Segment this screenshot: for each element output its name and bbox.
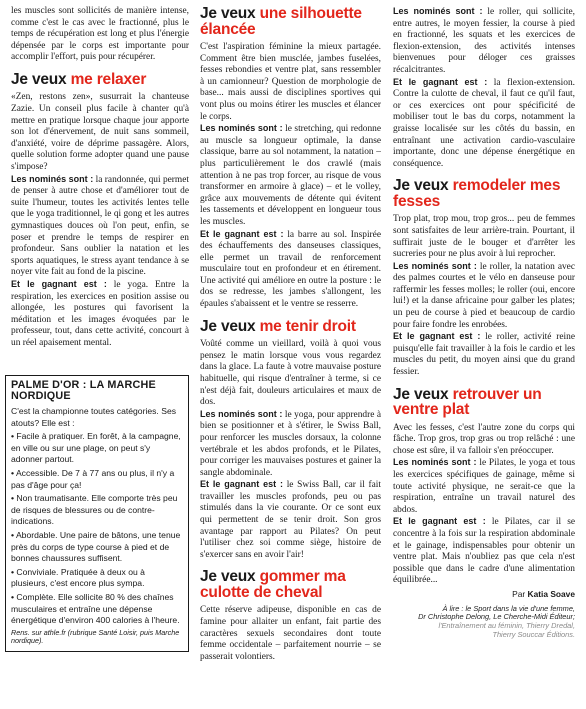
box-item-text: Conviviale. Pratiquée à deux ou à plusieurs, c'est encore plus sympa. (11, 566, 145, 589)
silhouette-intro: C'est l'aspiration féminine la mieux partagée. Comment être bien musclée, jambes fuselées, fesses rebondies et ventre plat, sans ressembler à un camionneur? Question de morphologie de base... mais aussi de disciplines sportives qui vont plus ou moins étirer les muscles et élancer le corps. (200, 42, 381, 122)
winner-text: le yoga. Entre la respiration, les exercices en position assise ou allongée, les postures qui favorisent la méditation et les images évoquées par le professeur, tout, dans cette activité, concourt à un réel apaisement mental. (11, 279, 190, 348)
silhouette-nominees (200, 123, 381, 228)
heading-accent: remodeler mes fesses (393, 177, 561, 210)
footnote-line: l'Entraînement au féminin, Thierry Dredal, (438, 621, 575, 631)
author-name: Katia Soave (527, 588, 575, 599)
heading-prefix: Je veux (200, 568, 260, 586)
winner-label: Et le gagnant est : (393, 331, 481, 342)
box-item (11, 592, 183, 627)
nominees-text: le yoga, pour apprendre à bien se positionner et à s'étirer, le Swiss Ball, pour renforcer les muscles dorsaux, la colonne vertébrale et les abdos profonds, et le Pilates, pour corriger les mauvaises postures et gainer la sangle abdominale. (200, 409, 382, 478)
winner-text: le Swiss Ball, car il fait travailler les muscles profonds, peu ou pas stimulés dans la vie courante. Or ce sont eux qui permettent de se tenir droit. Son gros avantage par rapport au Pilates? On peut l'utiliser chez soi comme siège, histoire de s'exercer sans en avoir l'air! (200, 480, 382, 560)
box-item-text: Complète. Elle sollicite 80 % des chaînes musculaires et entraîne une dépense énergétique d'environ 400 calories à l'heure. (11, 591, 180, 626)
ventre-winner (393, 516, 575, 587)
box-item-text: Facile à pratiquer. En forêt, à la campagne, en ville ou sur une plage, on peut s'y adonner partout. (11, 431, 181, 465)
heading-accent: retrouver un ventre plat (393, 385, 542, 419)
nominees-label: Les nominés sont : (393, 457, 477, 468)
nominees-label: Les nominés sont : (200, 408, 283, 419)
winner-label: Et le gagnant est : (200, 228, 284, 239)
intro-paragraph: les muscles sont sollicités de manière intense, comme c'est le cas avec le fractionné, plus le temps de récupération est long et plus l'énergie dépensée par le corps est importante pour accomplir l'effort, puis pour récupérer. (11, 6, 189, 63)
heading-ventre-plat (393, 387, 575, 418)
author-signature (393, 589, 575, 601)
bullet-icon: • (11, 431, 15, 442)
winner-text: le Pilates, car il se concentre à la fois sur la respiration abdominale et le gainage, indispensables pour obtenir un ventre plat. Mais n'oubliez pas que cela n'est possible que dans le cadre d'une alimentation équilibrée... (393, 517, 576, 586)
heading-prefix: Je veux (11, 70, 71, 88)
winner-text: la barre au sol. Inspirée des échauffements des danseuses classiques, elle permet un travail de renforcement musculaire tout en profondeur et en étirement. Une activité qui améliore en outre la posture : le dos se redresse, les jambes s'allongent, les épaules s'abaissent et le ventre se resserre. (200, 229, 381, 310)
silhouette-winner (200, 229, 381, 311)
fesses-intro: Trop plat, trop mou, trop gros... peu de femmes sont satisfaites de leur arrière-train. Pourtant, il suffirait juste de le bouger et d'arrêter les sucreries pour ne plus avoir à lui reprocher. (393, 214, 575, 260)
footnote-line: Thierry Souccar Éditions. (492, 629, 575, 639)
nominees-label: Les nominés sont : (11, 173, 94, 184)
heading-tenir-droit (200, 319, 381, 335)
posture-intro: Voûté comme un vieillard, voilà à quoi vous pensez le matin lorsque vous vous regardez dans la glace. La faute à votre mauvaise posture habituelle, qui risque d'entraîner à terme, si ce n'est déjà fait, douleurs articulaires et maux de dos. (200, 339, 381, 408)
bullet-icon: • (11, 566, 15, 577)
box-item (11, 530, 183, 565)
column-3 (393, 6, 575, 640)
box-item (11, 468, 183, 491)
bullet-icon: • (11, 493, 15, 504)
winner-text: le roller, activité reine puisqu'elle fait travailler à la fois le cardio et les muscles du petit, du moyen ainsi que du grand fessier. (393, 332, 575, 378)
heading-fesses (393, 178, 575, 209)
nominees-text: le stretching, qui redonne au muscle sa longueur optimale, la danse classique, barre au sol notamment, la natation – plus particulièrement le dos crawlé (mais attention à ne pas trop forcer, au risque de vous transformer en armoire à glace) – et le volley, grâce aux mouvements de détente qui évitent les tassements et développent en longueur tous les muscles. (200, 124, 381, 227)
bullet-icon: • (11, 467, 15, 478)
nominees-label: Les nominés sont : (393, 6, 483, 16)
box-title: PALME D'OR : LA MARCHE NORDIQUE (11, 379, 156, 402)
heading-accent: une silhouette élancée (200, 5, 362, 38)
fesses-nominees (393, 261, 575, 332)
nominees-text: la randonnée, qui permet de penser à autre chose et d'améliorer tout de suite l'humeur, toutes les activités lentes telle que le yoga traditionnel, le qi gong et les autres gymnastiques douces où l'on peut, enfin, se poser et prendre le temps de respirer en profondeur. Sans oublier la natation et les sports aquatiques, le stress ayant tendance à se noyer vite fait au fond de la piscine. (11, 174, 189, 278)
winner-label: Et le gagnant est : (200, 479, 283, 490)
posture-winner (200, 479, 381, 561)
posture-nominees (200, 409, 381, 480)
nominees-text: le Pilates, le yoga et tous les exercices spécifiques de gainage, même si toute activité physique, ne serait-ce que la respiration, entraîne un travail naturel des abdos. (393, 458, 576, 515)
relaxer-winner (11, 279, 189, 350)
heading-prefix: Je veux (393, 385, 453, 403)
winner-label: Et le gagnant est : (11, 278, 107, 289)
reading-footnote (393, 605, 575, 640)
relaxer-intro: «Zen, restons zen», susurrait la chanteuse Zazie. Un conseil plus facile à chanter qu'à mettre en pratique lorsque chaque jour apporte son lot d'énervement, de nuit sans sommeil, d'anxiété, voire de déprime passagère. Alors, quelle solution forme adopter quand une pause s'impose? (11, 92, 189, 173)
box-intro: C'est la championne toutes catégories. Ses atouts? Elle est : (11, 406, 177, 428)
box-item-text: Non traumatisante. Elle comporte très peu de risques de blessures ou de contre-indications. (11, 493, 178, 527)
footnote-line: Dr Christophe Delong, Le Cherche-Midi Éditeur; (418, 612, 575, 622)
culotte-intro: Cette réserve adipeuse, disponible en cas de famine pour allaiter un enfant, fait partie des caractères sexuels secondaires dont toute femme occidentale – parfaitement nourrie – se passerait volontiers. (200, 605, 381, 662)
heading-silhouette (200, 6, 381, 37)
heading-relaxer (11, 72, 189, 88)
heading-culotte-cheval (200, 569, 381, 600)
box-source: Rens. sur athle.fr (rubrique Santé Loisir, puis Marche nordique). (11, 627, 180, 646)
nominees-text: le roller, qui sollicite, entre autres, le moyen fessier, la course à pied en fractionné, les squats et les exercices de flexion-extension, des activités intenses bienvenues pour déloger ces graisses récalcitrantes. (393, 7, 575, 75)
palme-dor-box (5, 375, 189, 652)
winner-label: Et le gagnant est : (393, 516, 486, 527)
heading-accent: me relaxer (70, 70, 147, 88)
winner-label: Et le gagnant est : (393, 76, 488, 87)
nominees-text: le roller, la natation avec des palmes courtes et le vélo en danseuse pour raffermir les fesses molles; le roller (oui, encore lui!) et la danse africaine pour galber les plates; un peu de course à pied et beaucoup de cardio pour faire fondre les enrobées. (393, 261, 575, 330)
ventre-nominees (393, 457, 575, 516)
ventre-intro: Avec les fesses, c'est l'autre zone du corps qui fâche. Trop gros, trop gras ou trop relâché : une chose est sûre, il va falloir s'en préoccuper. (393, 422, 575, 456)
box-item (11, 567, 183, 590)
box-item-text: Abordable. Une paire de bâtons, une tenue près du corps de type course à pied et de bonnes chaussures suffisent. (11, 529, 181, 564)
box-item (11, 493, 183, 528)
signature-prefix: Par (512, 588, 528, 599)
heading-prefix: Je veux (200, 5, 260, 22)
bullet-icon: • (11, 591, 15, 602)
box-item-text: Accessible. De 7 à 77 ans ou plus, il n'y a pas d'âge pour ça! (11, 467, 175, 490)
column-2 (200, 6, 381, 663)
footnote-line: À lire : le Sport dans la vie d'une femme, (442, 603, 575, 613)
heading-accent: me tenir droit (259, 317, 356, 335)
culotte-nominees (393, 6, 575, 77)
bullet-icon: • (11, 529, 15, 540)
heading-accent: gommer ma culotte de cheval (200, 568, 346, 601)
heading-prefix: Je veux (393, 177, 453, 195)
fesses-winner (393, 331, 575, 378)
heading-prefix: Je veux (200, 317, 260, 335)
relaxer-nominees (11, 174, 189, 279)
box-item (11, 431, 183, 466)
culotte-winner (393, 77, 575, 171)
winner-text: la flexion-extension. Contre la culotte de cheval, il faut ce qu'il faut, or ces exercices ont pour spécificité de mobiliser tout le bas du corps, notamment la graisse localisée sur les côtés du bassin, en entraînant une activation cardio-vasculaire importante, donc une dépense énergétique en conséquence. (393, 77, 575, 169)
nominees-label: Les nominés sont : (200, 123, 283, 134)
column-1 (11, 6, 189, 350)
nominees-label: Les nominés sont : (393, 260, 477, 271)
